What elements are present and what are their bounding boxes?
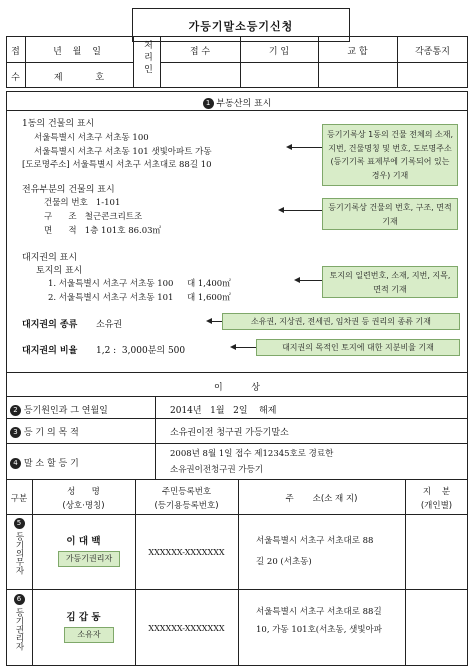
party-5-name: 이 대 백: [66, 536, 101, 547]
col-accept: 접 수: [189, 47, 211, 57]
land-line-2: 2. 서울특별시 서초구 서초동 101 대 1,600㎡: [48, 293, 231, 303]
note-right-type: 소유권, 지상권, 전세권, 임차권 등 권리의 종류 기재: [222, 313, 460, 330]
party-6-addr-1: 서울특별시 서초구 서초대로 88길: [256, 607, 382, 617]
note-land: 토지의 일련번호, 소재, 지번, 지목, 면적 기재: [322, 266, 458, 298]
note-bldg: 등기기록상 1동의 건물 전체의 소재, 지번, 건물명칭 및 번호, 도로명주소(등기기록 표제부에 기록되어 있는 경우) 기재: [322, 124, 458, 186]
right-type-label: 대지권의 종류: [22, 320, 78, 330]
party-5-role: 등기의무자: [14, 532, 24, 575]
col-notice: 각종통지: [415, 47, 450, 57]
bldg-heading: 1동의 건물의 표시: [22, 119, 95, 129]
section-number-icon: 1: [203, 98, 214, 109]
form-title: 가등기말소등기신청: [188, 20, 294, 33]
row-cause-value: 2014년 1월 2일 해제: [170, 406, 277, 416]
property-section-title: 1 부동산의 표시: [6, 96, 468, 109]
bldg-line-1: 서울특별시 서초구 서초동 100: [34, 133, 149, 143]
bldg-line-2: 서울특별시 서초구 서초동 101 샛빛아파트 가동: [34, 147, 212, 157]
party-col-id: 주민등록번호: [161, 487, 212, 497]
process-label: 처리인: [142, 40, 152, 76]
row-cause-label: 2 등기원인과 그 연월일: [10, 403, 108, 416]
party-6-addr-2: 10, 가동 101호(서초동, 샛빛아파: [256, 625, 382, 635]
right-ratio-label: 대지권의 비율: [22, 346, 78, 356]
right-ratio-value: 1,2 : 3,000분의 500: [96, 346, 186, 356]
row-cancel-value-1: 2008년 8월 1일 접수 제12345호로 경료한: [170, 449, 334, 459]
party-6-tag: 소유자: [64, 627, 114, 643]
row-cancel-value-2: 소유권이전청구권 가등기: [170, 465, 264, 475]
unit-heading: 전유부분의 건물의 표시: [22, 185, 115, 195]
party-col-addr: 주 소(소 재 지): [285, 494, 358, 504]
party-5-addr-2: 길 20 (서초동): [256, 557, 312, 567]
row-purpose-label: 3 등 기 의 목 적: [10, 425, 79, 438]
col-verify: 교 합: [347, 47, 368, 57]
row-2-number-icon: 2: [10, 405, 21, 416]
row-purpose-value: 소유권이전 청구권 가등기말소: [170, 428, 289, 438]
ellipsis-label: 이 상: [214, 383, 260, 393]
party-6-name: 김 갑 동: [66, 612, 101, 623]
land-sub-heading: 토지의 표시: [36, 266, 83, 276]
party-col-share-sub: (개인별): [420, 501, 453, 511]
party-5-tag: 가등기권리자: [58, 551, 120, 567]
unit-line-1: 건물의 번호 1-101: [44, 198, 121, 208]
party-5-type: [6, 518, 32, 529]
unit-line-3: 면 적 1층 101호 86.03㎡: [44, 226, 162, 236]
note-unit: 등기기록상 건물의 번호, 구조, 면적 기재: [322, 198, 458, 230]
bldg-line-3: [도로명주소] 서울특별시 서초구 서초대로 88길 10: [22, 160, 212, 170]
party-6-id: XXXXXX-XXXXXXX: [148, 624, 225, 633]
receipt-label-2: 수: [11, 73, 20, 83]
land-heading: 대지권의 표시: [22, 253, 78, 263]
receipt-number: 제 호: [53, 73, 105, 83]
party-col-id-sub: (등기용등록번호): [154, 501, 219, 511]
row-4-number-icon: 4: [10, 458, 21, 469]
land-line-1: 1. 서울특별시 서초구 서초동 100 대 1,400㎡: [48, 279, 231, 289]
note-right-ratio: 대지권의 목적인 토지에 대한 지분비율 기재: [256, 339, 460, 356]
row-cancel-label: 4 말 소 할 등 기: [10, 456, 79, 469]
party-5-number-icon: 5: [14, 518, 25, 529]
row-3-number-icon: 3: [10, 427, 21, 438]
party-6-type: [6, 594, 32, 605]
right-type-value: 소유권: [96, 320, 123, 330]
party-5-id: XXXXXX-XXXXXXX: [148, 548, 225, 557]
party-col-share: 지 분: [422, 487, 451, 497]
party-col-name-sub: (상호·명칭): [62, 501, 105, 511]
col-entry: 기 입: [268, 47, 290, 57]
unit-line-2: 구 조 철근콘크리트조: [44, 212, 143, 222]
receipt-label: 접: [11, 47, 20, 57]
party-6-role: 등기권리자: [14, 608, 24, 651]
party-col-name: 성 명: [67, 487, 100, 497]
receipt-date: 년 월 일: [53, 47, 105, 57]
party-5-addr-1: 서울특별시 서초구 서초대로 88: [256, 536, 374, 546]
party-6-number-icon: 6: [14, 594, 25, 605]
party-col-type: 구분: [10, 494, 28, 504]
